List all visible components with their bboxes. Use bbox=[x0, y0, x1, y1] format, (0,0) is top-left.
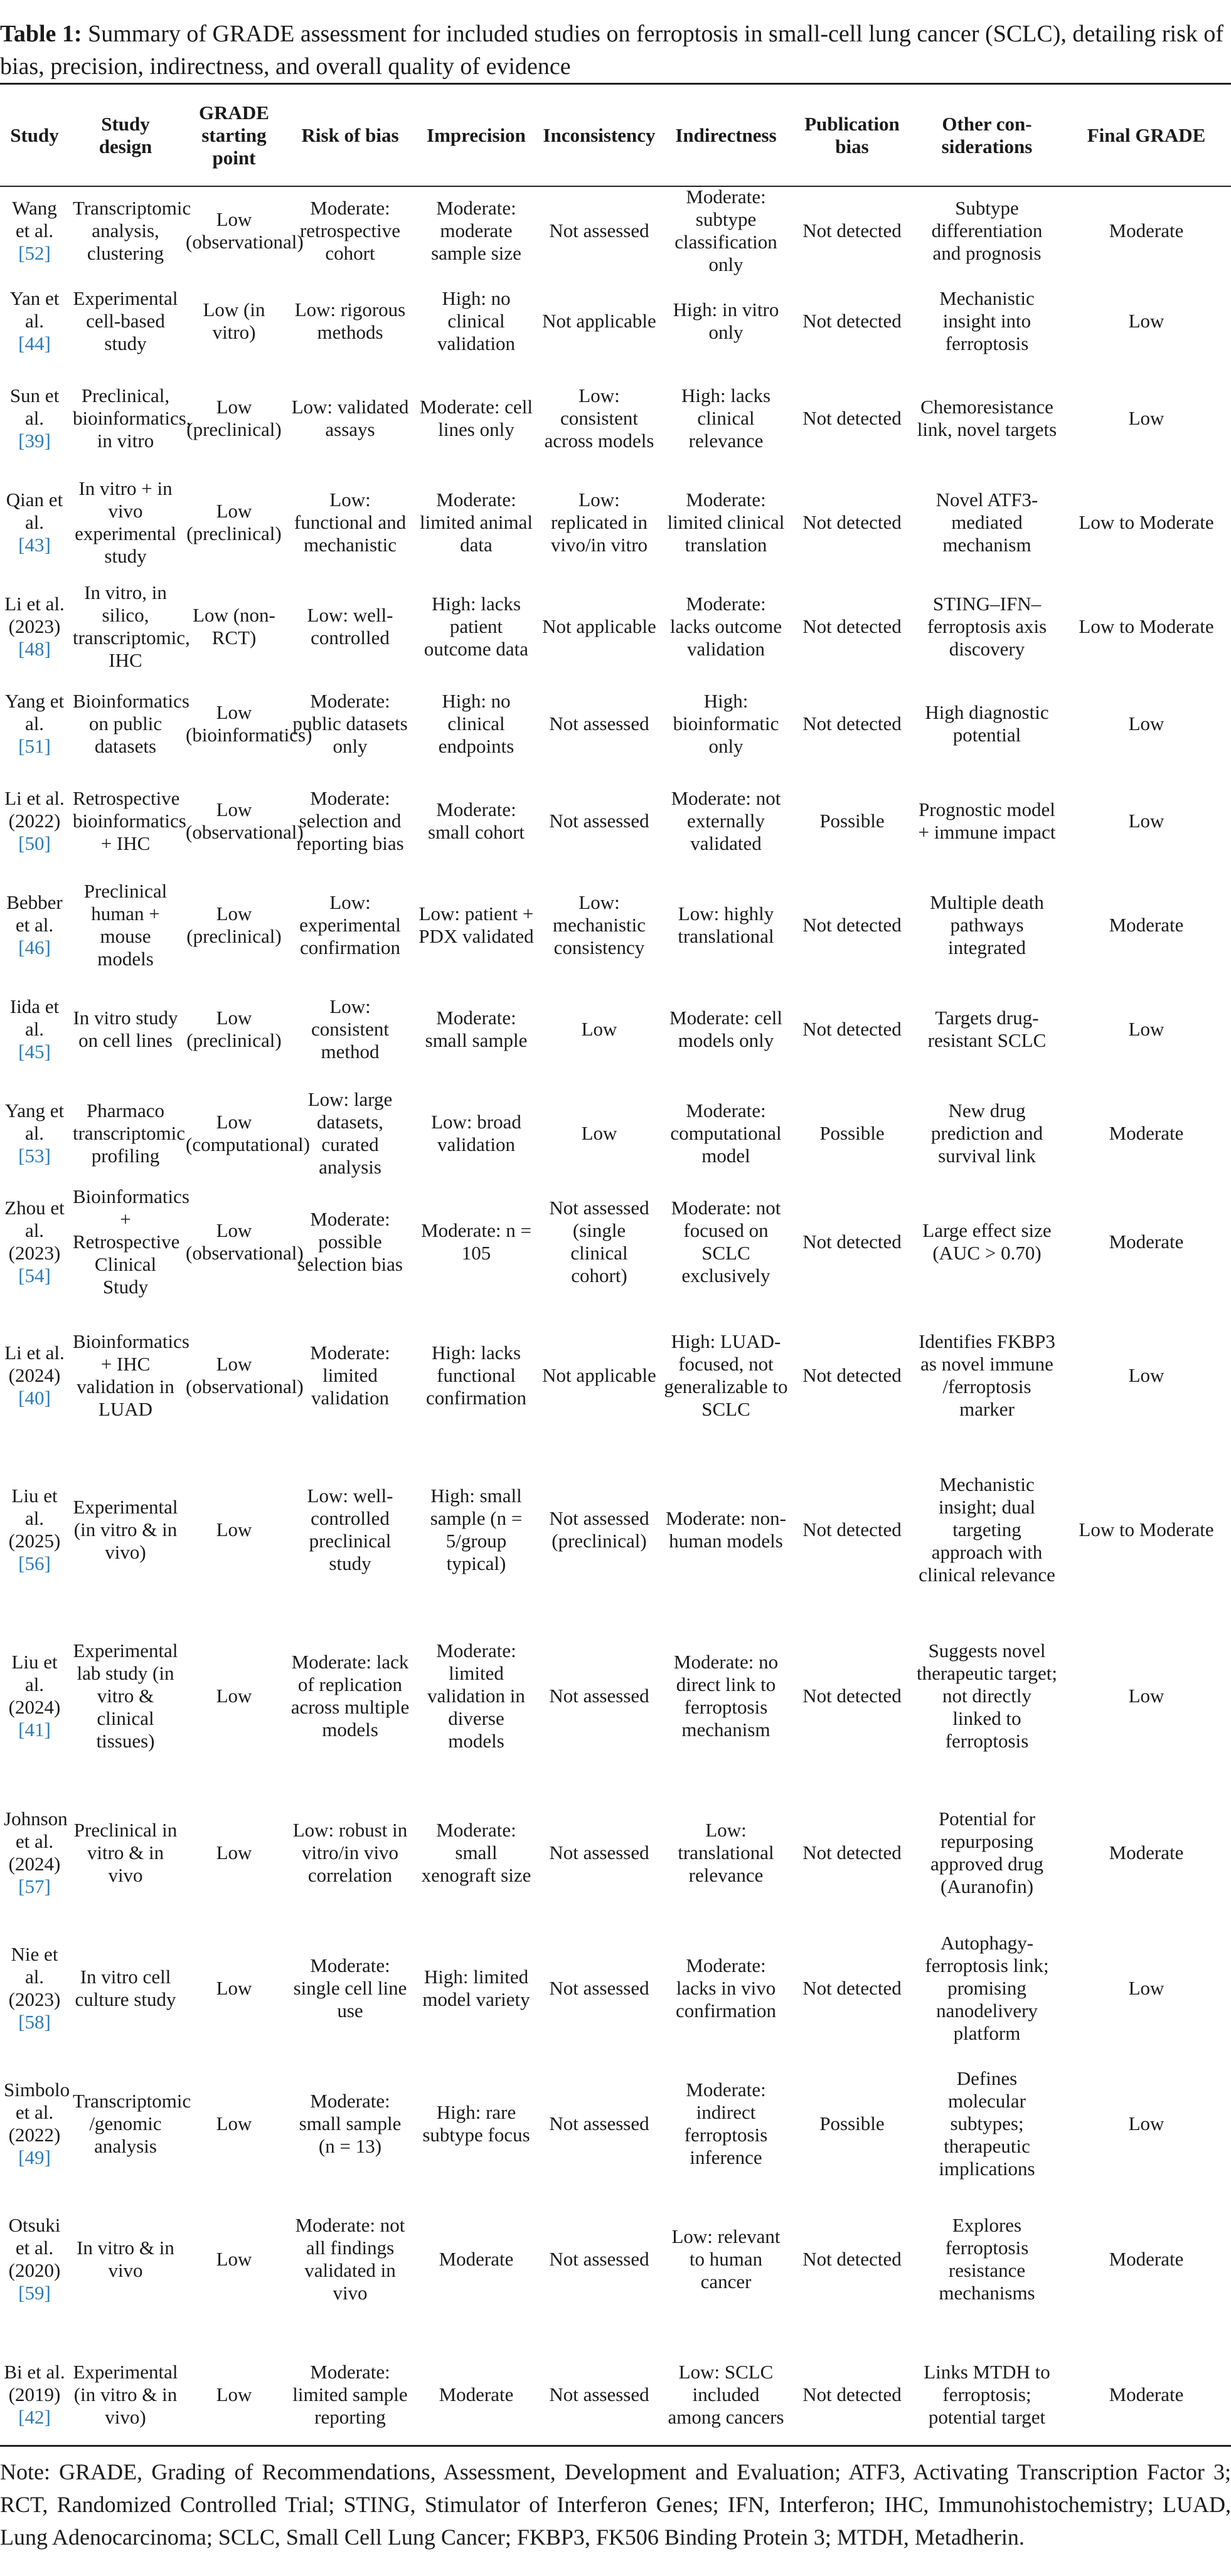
cell-start: Low (computational) bbox=[186, 1111, 310, 1155]
col-header-other: Other con-siderations bbox=[941, 113, 1033, 157]
cell-imprecision: High: lacks patient outcome data bbox=[424, 593, 529, 660]
col-header-start: GRADE starting point bbox=[199, 102, 269, 169]
cell-other: Targets drug-resistant SCLC bbox=[927, 1007, 1047, 1051]
reference-link[interactable]: [56] bbox=[18, 1552, 51, 1574]
cell-bias: Low: rigorous methods bbox=[294, 299, 406, 343]
cell-bias: Moderate: possible selection bias bbox=[297, 1208, 403, 1275]
cell-design: Transcriptomic /genomic analysis bbox=[73, 2090, 191, 2157]
cell-indirectness: Moderate: cell models only bbox=[669, 1007, 782, 1051]
cell-pubbias: Not detected bbox=[802, 1018, 902, 1040]
cell-other: Novel ATF3-mediated mechanism bbox=[935, 489, 1038, 556]
cell-final: Moderate bbox=[1109, 914, 1184, 936]
cell-other: Identifies FKBP3 as novel immune /ferroptosis marker bbox=[919, 1330, 1055, 1420]
cell-pubbias: Not detected bbox=[802, 1977, 902, 1999]
cell-study bbox=[0, 873, 69, 977]
reference-link[interactable]: [50] bbox=[18, 832, 51, 854]
cell-design: In vitro study on cell lines bbox=[73, 1007, 178, 1051]
cell-inconsistency: Not applicable bbox=[542, 615, 656, 637]
cell-study bbox=[0, 1453, 69, 1607]
cell-inconsistency: Low: consistent across models bbox=[544, 384, 654, 452]
study-name: Wang et al. bbox=[12, 197, 57, 241]
study-name: Qian et al. bbox=[6, 489, 63, 533]
cell-imprecision: Moderate: n = 105 bbox=[421, 1219, 531, 1264]
reference-link[interactable]: [49] bbox=[18, 2146, 51, 2168]
cell-inconsistency: Not assessed bbox=[549, 220, 649, 241]
cell-bias: Moderate: not all findings validated in vivo bbox=[295, 2214, 405, 2304]
cell-start: Low bbox=[216, 1842, 252, 1863]
cell-design: Transcriptomic analysis, clustering bbox=[73, 197, 191, 264]
reference-link[interactable]: [46] bbox=[18, 936, 51, 958]
cell-other: STING–IFN–ferroptosis axis discovery bbox=[927, 593, 1047, 660]
table-row bbox=[0, 1298, 1231, 1453]
cell-final: Low bbox=[1128, 1685, 1164, 1707]
table-row bbox=[0, 679, 1231, 769]
col-header-bias: Risk of bias bbox=[301, 124, 399, 146]
cell-bias: Moderate: lack of replication across multiple models bbox=[290, 1651, 410, 1741]
cell-final: Moderate bbox=[1109, 2383, 1184, 2405]
cell-indirectness: Low: relevant to human cancer bbox=[671, 2225, 781, 2292]
cell-other: Chemoresistance link, novel targets bbox=[917, 396, 1057, 440]
cell-other: High diagnostic potential bbox=[925, 701, 1049, 746]
cell-pubbias: Not detected bbox=[802, 1231, 902, 1253]
cell-inconsistency: Not assessed (single clinical cohort) bbox=[549, 1197, 649, 1286]
cell-start: Low bbox=[216, 1519, 252, 1540]
reference-link[interactable]: [45] bbox=[18, 1041, 51, 1063]
study-name: Zhou et al. (2023) bbox=[4, 1197, 65, 1264]
cell-start: Low bbox=[216, 1685, 252, 1707]
cell-inconsistency: Not assessed bbox=[549, 713, 649, 734]
cell-design: Bioinformatics + IHC validation in LUAD bbox=[73, 1330, 189, 1420]
cell-imprecision: Moderate bbox=[439, 2248, 514, 2270]
study-name: Bi et al. (2019) bbox=[4, 2361, 65, 2405]
col-header-imprecision: Imprecision bbox=[427, 124, 526, 146]
study-name: Nie et al. (2023) bbox=[8, 1943, 61, 2010]
table-row bbox=[0, 575, 1231, 679]
cell-final: Low bbox=[1128, 810, 1164, 832]
table-row bbox=[0, 1185, 1231, 1298]
cell-imprecision: Moderate: small cohort bbox=[427, 798, 525, 843]
col-header-design: Study design bbox=[99, 113, 152, 157]
cell-pubbias: Possible bbox=[819, 810, 885, 832]
cell-design: Preclinical human + mouse models bbox=[83, 880, 168, 970]
cell-bias: Moderate: retrospective cohort bbox=[299, 197, 401, 264]
cell-start: Low bbox=[216, 2383, 252, 2405]
reference-link[interactable]: [51] bbox=[18, 735, 51, 757]
cell-study bbox=[0, 2056, 69, 2192]
cell-start: Low (preclinical) bbox=[186, 903, 282, 947]
cell-pubbias: Not detected bbox=[802, 1364, 902, 1386]
table-label: Table 1: bbox=[0, 21, 82, 47]
cell-study bbox=[0, 366, 69, 470]
cell-design: Pharmaco transcriptomic profiling bbox=[73, 1100, 186, 1167]
table-row bbox=[0, 1081, 1231, 1185]
cell-bias: Low: well-controlled bbox=[307, 604, 393, 649]
cell-indirectness: Moderate: not focused on SCLC exclusively bbox=[671, 1197, 781, 1286]
cell-other: New drug prediction and survival link bbox=[930, 1100, 1043, 1167]
cell-design: Experimental cell-based study bbox=[73, 287, 178, 354]
cell-study bbox=[0, 276, 69, 366]
cell-start: Low (bioinformatics) bbox=[186, 701, 312, 746]
cell-imprecision: High: rare subtype focus bbox=[422, 2101, 530, 2146]
cell-bias: Moderate: small sample (n = 13) bbox=[299, 2090, 402, 2157]
cell-other: Explores ferroptosis resistance mechanisms bbox=[939, 2214, 1035, 2304]
reference-link[interactable]: [48] bbox=[18, 638, 51, 660]
cell-other: Links MTDH to ferroptosis; potential target bbox=[924, 2361, 1050, 2428]
study-name: Simbolo et al. (2022) bbox=[4, 2079, 70, 2146]
cell-imprecision: High: limited model variety bbox=[422, 1966, 530, 2010]
cell-pubbias: Not detected bbox=[802, 615, 902, 637]
cell-pubbias: Not detected bbox=[802, 1842, 902, 1863]
col-header-pubbias: Publication bias bbox=[804, 113, 900, 157]
cell-pubbias: Not detected bbox=[802, 914, 902, 936]
cell-design: Experimental (in vitro & in vivo) bbox=[73, 1496, 178, 1563]
cell-imprecision: Moderate: cell lines only bbox=[420, 396, 533, 440]
table-row bbox=[0, 1453, 1231, 1607]
cell-imprecision: High: no clinical validation bbox=[437, 287, 515, 354]
table-row bbox=[0, 470, 1231, 575]
cell-study bbox=[0, 2192, 69, 2327]
reference-link[interactable]: [39] bbox=[18, 430, 51, 452]
cell-pubbias: Not detected bbox=[802, 407, 902, 429]
cell-other: Subtype differentiation and prognosis bbox=[931, 197, 1043, 264]
table-row bbox=[0, 2056, 1231, 2192]
cell-indirectness: Moderate: lacks in vivo confirmation bbox=[675, 1954, 777, 2022]
cell-design: In vitro & in vivo bbox=[77, 2237, 174, 2281]
cell-imprecision: Moderate: limited validation in diverse models bbox=[427, 1640, 525, 1752]
study-name: Bebber et al. bbox=[6, 891, 63, 936]
cell-bias: Moderate: public datasets only bbox=[292, 690, 408, 757]
cell-bias: Low: functional and mechanistic bbox=[294, 489, 407, 556]
cell-bias: Moderate: limited sample reporting bbox=[292, 2361, 408, 2428]
study-name: Li et al. (2024) bbox=[4, 1342, 65, 1386]
table-row bbox=[0, 186, 1231, 276]
reference-link[interactable]: [43] bbox=[18, 534, 51, 556]
cell-final: Low to Moderate bbox=[1079, 1519, 1214, 1540]
cell-inconsistency: Low bbox=[581, 1122, 617, 1144]
study-name: Li et al. (2023) bbox=[4, 593, 65, 637]
cell-start: Low (preclinical) bbox=[186, 1007, 282, 1051]
cell-study bbox=[0, 186, 69, 276]
table-body bbox=[0, 186, 1231, 2462]
cell-bias: Low: validated assays bbox=[291, 396, 409, 440]
cell-indirectness: Moderate: subtype classification only bbox=[674, 186, 777, 275]
cell-design: In vitro + in vivo experimental study bbox=[75, 477, 176, 567]
cell-indirectness: Moderate: limited clinical translation bbox=[667, 489, 785, 556]
reference-link[interactable]: [40] bbox=[18, 1387, 51, 1409]
reference-link[interactable]: [58] bbox=[18, 2011, 51, 2033]
cell-imprecision: High: lacks functional confirmation bbox=[425, 1342, 527, 1409]
cell-pubbias: Not detected bbox=[802, 220, 902, 241]
cell-study bbox=[0, 575, 69, 679]
cell-start: Low bbox=[216, 1977, 252, 1999]
cell-bias: Moderate: selection and reporting bias bbox=[296, 787, 404, 854]
top-rule bbox=[0, 83, 1231, 85]
table-row bbox=[0, 366, 1231, 470]
table-row bbox=[0, 1607, 1231, 1785]
cell-final: Low bbox=[1128, 407, 1164, 429]
table-note: Note: GRADE, Grading of Recommendations, Assessment, Development and Evaluation; ATF3, Activating Transcription Factor 3; RCT, Randomized Controlled Trial; STING, Stimulator of Interferon Genes; IFN, Interferon; IHC, Immunohistochemistry; LUAD, Lung Adenocarcinoma; SCLC, Small Cell Lung Cancer; FKBP3, FK506 Binding Protein 3; MTDH, Metadherin. bbox=[0, 2459, 1231, 2550]
cell-study bbox=[0, 977, 69, 1081]
cell-bias: Moderate: limited validation bbox=[310, 1342, 390, 1409]
table-row bbox=[0, 276, 1231, 366]
cell-final: Moderate bbox=[1109, 1122, 1184, 1144]
reference-link[interactable]: [42] bbox=[18, 2406, 51, 2428]
cell-indirectness: High: LUAD-focused, not generalizable to SCLC bbox=[664, 1330, 788, 1420]
cell-start: Low (non-RCT) bbox=[193, 604, 275, 649]
cell-design: Bioinformatics on public datasets bbox=[73, 690, 189, 757]
cell-final: Low bbox=[1128, 2112, 1164, 2134]
cell-indirectness: High: lacks clinical relevance bbox=[681, 384, 771, 452]
cell-imprecision: Low: patient + PDX validated bbox=[418, 903, 534, 947]
table-caption bbox=[0, 18, 1231, 83]
cell-pubbias: Not detected bbox=[802, 713, 902, 734]
cell-imprecision: High: small sample (n = 5/group typical) bbox=[430, 1485, 523, 1574]
cell-indirectness: Moderate: no direct link to ferroptosis mechanism bbox=[673, 1651, 779, 1741]
cell-other: Autophagy-ferroptosis link; promising nanodelivery platform bbox=[925, 1932, 1049, 2044]
cell-study bbox=[0, 1785, 69, 1921]
cell-study bbox=[0, 1298, 69, 1453]
cell-inconsistency: Not assessed bbox=[549, 1685, 649, 1707]
cell-pubbias: Possible bbox=[819, 2112, 885, 2134]
reference-link[interactable]: [57] bbox=[18, 1875, 51, 1897]
cell-start: Low bbox=[216, 2248, 252, 2270]
col-header-inconsistency: Inconsistency bbox=[543, 124, 656, 146]
table-row bbox=[0, 769, 1231, 873]
cell-study bbox=[0, 1607, 69, 1785]
cell-other: Mechanistic insight into ferroptosis bbox=[939, 287, 1035, 354]
cell-study bbox=[0, 1921, 69, 2056]
cell-other: Large effect size (AUC > 0.70) bbox=[922, 1219, 1052, 1264]
cell-final: Low to Moderate bbox=[1079, 615, 1214, 637]
cell-final: Moderate bbox=[1109, 1231, 1184, 1253]
study-name: Johnson et al. (2024) bbox=[4, 1808, 68, 1875]
study-name: Yang et al. bbox=[4, 690, 65, 734]
cell-bias: Low: large datasets, curated analysis bbox=[307, 1088, 393, 1178]
cell-inconsistency: Low: mechanistic consistency bbox=[552, 891, 646, 958]
caption-text: Summary of GRADE assessment for included studies on ferroptosis in small-cell lung cancer (SCLC), detailing risk of bias, precision, indirectness, and overall quality of evidence bbox=[0, 21, 1224, 80]
cell-imprecision: Moderate bbox=[439, 2383, 514, 2405]
reference-link[interactable]: [52] bbox=[18, 242, 51, 264]
cell-inconsistency: Not assessed (preclinical) bbox=[549, 1507, 649, 1552]
cell-indirectness: Low: translational relevance bbox=[678, 1819, 774, 1886]
cell-final: Moderate bbox=[1109, 2248, 1184, 2270]
table-row bbox=[0, 2327, 1231, 2462]
study-name: Sun et al. bbox=[9, 384, 60, 429]
table-row bbox=[0, 1785, 1231, 1921]
cell-imprecision: Moderate: small sample bbox=[425, 1007, 528, 1051]
header-row bbox=[0, 85, 1231, 186]
col-header-indirectness: Indirectness bbox=[675, 124, 777, 146]
cell-bias: Low: experimental confirmation bbox=[299, 891, 401, 958]
cell-inconsistency: Not assessed bbox=[549, 1977, 649, 1999]
table-row bbox=[0, 873, 1231, 977]
cell-pubbias: Not detected bbox=[802, 1519, 902, 1540]
table-row bbox=[0, 1921, 1231, 2056]
cell-inconsistency: Not assessed bbox=[549, 1842, 649, 1863]
cell-indirectness: Moderate: not externally validated bbox=[671, 787, 781, 854]
cell-start: Low (observational) bbox=[186, 798, 304, 843]
cell-other: Potential for repurposing approved drug (Auranofin) bbox=[930, 1808, 1043, 1897]
cell-indirectness: Moderate: computational model bbox=[670, 1100, 782, 1167]
cell-start: Low (preclinical) bbox=[186, 396, 282, 440]
cell-pubbias: Possible bbox=[819, 1122, 885, 1144]
cell-design: Bioinformatics + Retrospective Clinical Study bbox=[73, 1185, 189, 1298]
cell-start: Low (observational) bbox=[186, 1219, 304, 1264]
cell-study bbox=[0, 2327, 69, 2462]
cell-pubbias: Not detected bbox=[802, 1685, 902, 1707]
cell-other: Mechanistic insight; dual targeting approach with clinical relevance bbox=[919, 1473, 1055, 1586]
cell-final: Moderate bbox=[1109, 220, 1184, 241]
cell-start: Low (in vitro) bbox=[203, 299, 265, 343]
cell-final: Low bbox=[1128, 1018, 1164, 1040]
cell-final: Moderate bbox=[1109, 1842, 1184, 1863]
cell-design: In vitro, in silico, transcriptomic, IHC bbox=[73, 581, 190, 671]
study-name: Liu et al. (2024) bbox=[8, 1651, 61, 1718]
cell-inconsistency: Low bbox=[581, 1018, 617, 1040]
cell-indirectness: Moderate: indirect ferroptosis inference bbox=[684, 2079, 768, 2168]
cell-pubbias: Not detected bbox=[802, 2383, 902, 2405]
cell-pubbias: Not detected bbox=[802, 2248, 902, 2270]
cell-study bbox=[0, 470, 69, 575]
cell-indirectness: High: bioinformatic only bbox=[673, 690, 779, 757]
cell-inconsistency: Not assessed bbox=[549, 810, 649, 832]
table-row bbox=[0, 2192, 1231, 2327]
cell-indirectness: Moderate: lacks outcome validation bbox=[669, 593, 782, 660]
cell-inconsistency: Not assessed bbox=[549, 2383, 649, 2405]
cell-final: Low to Moderate bbox=[1079, 511, 1214, 533]
reference-link[interactable]: [41] bbox=[18, 1719, 51, 1741]
cell-other: Prognostic model + immune impact bbox=[918, 798, 1056, 843]
cell-design: In vitro cell culture study bbox=[75, 1966, 176, 2010]
study-name: Iida et al. bbox=[9, 995, 60, 1040]
cell-bias: Low: well-controlled preclinical study bbox=[307, 1485, 393, 1574]
reference-link[interactable]: [53] bbox=[18, 1145, 51, 1167]
cell-bias: Moderate: single cell line use bbox=[293, 1954, 407, 2022]
cell-indirectness: Low: SCLC included among cancers bbox=[668, 2361, 784, 2428]
cell-start: Low (preclinical) bbox=[186, 500, 282, 544]
cell-study bbox=[0, 679, 69, 769]
cell-design: Preclinical in vitro & in vivo bbox=[73, 1819, 178, 1886]
study-name: Liu et al. (2025) bbox=[8, 1485, 61, 1552]
reference-link[interactable]: [44] bbox=[18, 332, 51, 354]
reference-link[interactable]: [54] bbox=[18, 1264, 51, 1286]
cell-start: Low bbox=[216, 2112, 252, 2134]
study-name: Yang et al. bbox=[4, 1100, 65, 1144]
cell-bias: Low: robust in vitro/in vivo correlation bbox=[292, 1819, 408, 1886]
cell-final: Low bbox=[1128, 310, 1164, 332]
cell-pubbias: Not detected bbox=[802, 511, 902, 533]
study-name: Li et al. (2022) bbox=[4, 787, 65, 832]
cell-design: Preclinical, bioinformatics, in vitro bbox=[73, 384, 191, 452]
col-header-final: Final GRADE bbox=[1087, 124, 1206, 146]
cell-study bbox=[0, 1081, 69, 1185]
cell-inconsistency: Not assessed bbox=[549, 2248, 649, 2270]
cell-bias: Low: consistent method bbox=[311, 995, 389, 1063]
cell-imprecision: Moderate: limited animal data bbox=[420, 489, 533, 556]
cell-indirectness: Moderate: non-human models bbox=[666, 1507, 786, 1552]
cell-final: Low bbox=[1128, 1977, 1164, 1999]
cell-imprecision: High: no clinical endpoints bbox=[438, 690, 514, 757]
col-header-study: Study bbox=[10, 124, 59, 146]
cell-pubbias: Not detected bbox=[802, 310, 902, 332]
cell-other: Multiple death pathways integrated bbox=[930, 891, 1044, 958]
cell-indirectness: Low: highly translational bbox=[678, 903, 774, 947]
cell-final: Low bbox=[1128, 713, 1164, 734]
reference-link[interactable]: [59] bbox=[18, 2282, 51, 2304]
grade-table bbox=[0, 85, 1231, 2462]
cell-design: Retrospective bioinformatics + IHC bbox=[73, 787, 186, 854]
cell-imprecision: Moderate: moderate sample size bbox=[431, 197, 521, 264]
cell-inconsistency: Low: replicated in vivo/in vitro bbox=[550, 489, 648, 556]
cell-indirectness: High: in vitro only bbox=[673, 299, 779, 343]
cell-design: Experimental lab study (in vitro & clinical tissues) bbox=[73, 1640, 178, 1752]
cell-inconsistency: Not applicable bbox=[542, 310, 656, 332]
cell-inconsistency: Not applicable bbox=[542, 1364, 656, 1386]
study-name: Yan et al. bbox=[9, 287, 60, 332]
cell-study bbox=[0, 1185, 69, 1298]
cell-imprecision: Low: broad validation bbox=[431, 1111, 521, 1155]
cell-other: Suggests novel therapeutic target; not directly linked to ferroptosis bbox=[916, 1640, 1058, 1752]
cell-inconsistency: Not assessed bbox=[549, 2112, 649, 2134]
cell-other: Defines molecular subtypes; therapeutic implications bbox=[939, 2067, 1035, 2180]
cell-start: Low (observational) bbox=[186, 208, 304, 253]
study-name: Otsuki et al. (2020) bbox=[8, 2214, 61, 2281]
cell-design: Experimental (in vitro & in vivo) bbox=[73, 2361, 178, 2428]
cell-imprecision: Moderate: small xenograft size bbox=[421, 1819, 531, 1886]
cell-start: Low (observational) bbox=[186, 1353, 304, 1397]
cell-study bbox=[0, 769, 69, 873]
cell-final: Low bbox=[1128, 1364, 1164, 1386]
table-row bbox=[0, 977, 1231, 1081]
